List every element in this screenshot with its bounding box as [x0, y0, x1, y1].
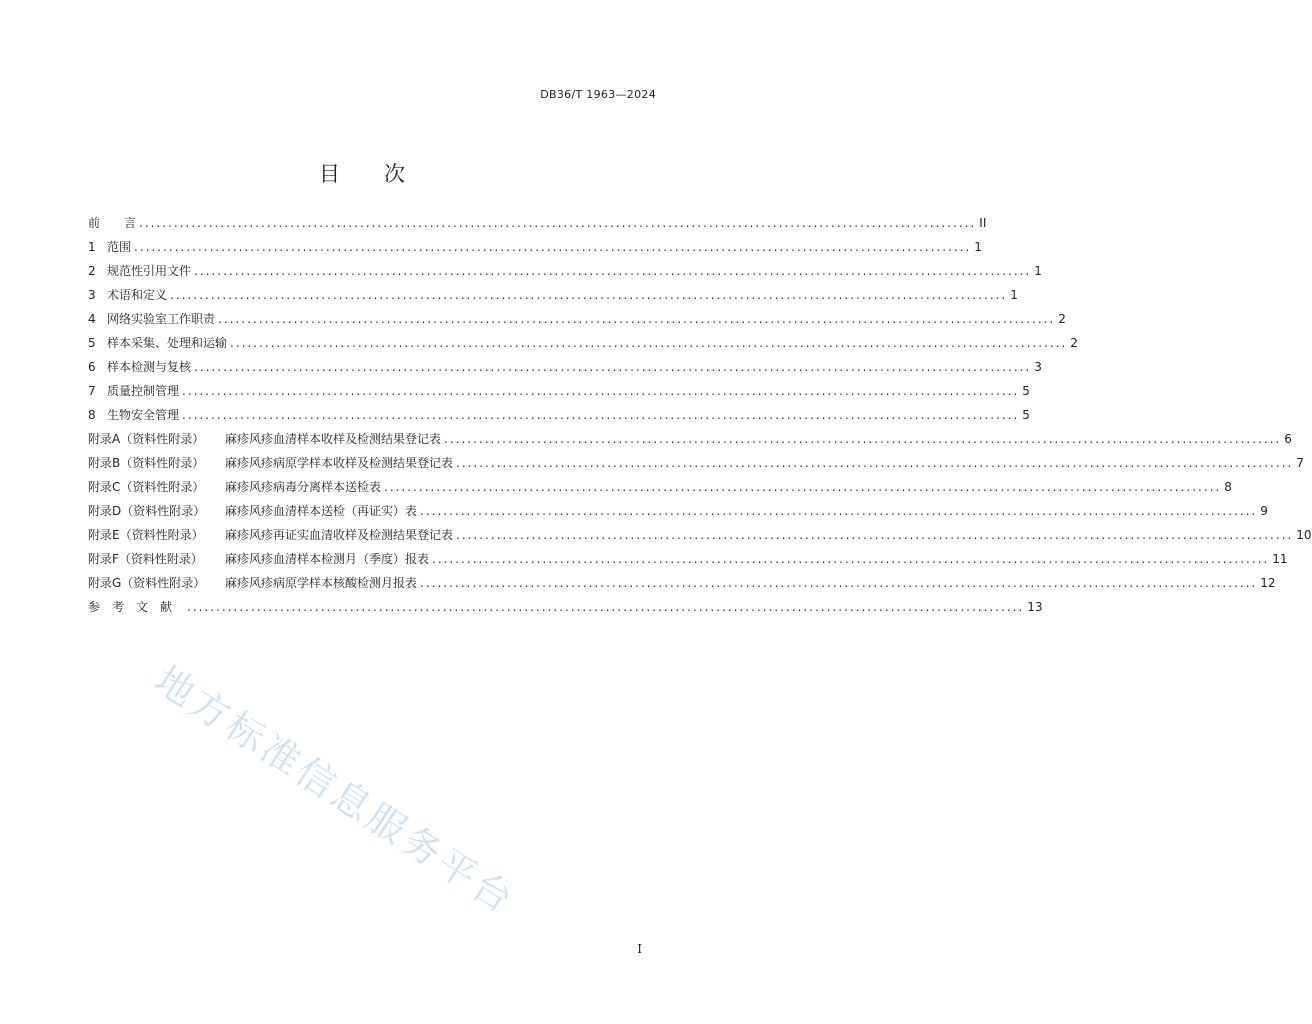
toc-entry-label: 麻疹风疹病原学样本收样及检测结果登记表 — [225, 456, 454, 470]
toc-entry-1[interactable] — [88, 238, 982, 262]
dot-leader: ................................................................................................................................................ — [134, 240, 972, 254]
toc-entry-2[interactable] — [88, 262, 1042, 286]
toc-entry-appendix-g[interactable] — [88, 574, 1276, 598]
dot-leader: ................................................................................................................................................ — [187, 600, 1025, 614]
dot-leader: ................................................................................................................................................ — [182, 408, 1020, 422]
dot-leader: ................................................................................................................................................ — [139, 216, 977, 230]
appendix-designation: 附录B（资料性附录） — [88, 456, 205, 470]
toc-entry-6[interactable] — [88, 358, 1042, 382]
toc-entry-page: 5 — [1022, 384, 1030, 398]
toc-entry-page: 2 — [1070, 336, 1078, 350]
toc-entry-5[interactable] — [88, 334, 1078, 358]
toc-entry-page: 10 — [1296, 528, 1312, 542]
toc-entry-7[interactable] — [88, 382, 1030, 406]
toc-entry-number: 3 — [88, 288, 96, 302]
toc-entry-page: 11 — [1272, 552, 1288, 566]
dot-leader: ................................................................................................................................................ — [218, 312, 1056, 326]
toc-entry-8[interactable] — [88, 406, 1030, 430]
toc-entry-label: 麻疹风疹再证实血清收样及检测结果登记表 — [225, 528, 454, 542]
toc-entry-appendix-d[interactable] — [88, 502, 1268, 526]
dot-leader: ................................................................................................................................................ — [420, 576, 1258, 590]
dot-leader: ................................................................................................................................................ — [384, 480, 1222, 494]
dot-leader: ................................................................................................................................................ — [170, 288, 1008, 302]
toc-entry-page: 3 — [1034, 360, 1042, 374]
page-title — [0, 158, 724, 188]
appendix-designation: 附录A（资料性附录） — [88, 432, 205, 446]
title-char-2: 次 — [384, 162, 405, 186]
toc-entry-number: 6 — [88, 360, 96, 374]
toc-entry-label: 质量控制管理 — [107, 384, 180, 398]
toc-entry-label: 样本检测与复核 — [107, 360, 192, 374]
toc-entry-page: 9 — [1260, 504, 1268, 518]
toc-entry-label: 麻疹风疹血清样本送检（再证实）表 — [225, 504, 418, 518]
appendix-designation: 附录F（资料性附录） — [88, 552, 203, 566]
toc-entry-label: 麻疹风疹病毒分离样本送检表 — [225, 480, 382, 494]
toc-entry-label: 参考文献 — [88, 600, 185, 614]
title-char-1: 目 — [319, 162, 340, 186]
toc-entry-page: 6 — [1284, 432, 1292, 446]
appendix-designation: 附录G（资料性附录） — [88, 576, 206, 590]
toc-entry-label: 生物安全管理 — [107, 408, 180, 422]
appendix-designation: 附录C（资料性附录） — [88, 480, 205, 494]
toc-entry-appendix-c[interactable] — [88, 478, 1232, 502]
toc-entry-page: 8 — [1224, 480, 1232, 494]
toc-entry-page: 1 — [1034, 264, 1042, 278]
appendix-designation: 附录E（资料性附录） — [88, 528, 204, 542]
toc-entry-label: 麻疹风疹血清样本收样及检测结果登记表 — [225, 432, 442, 446]
toc-entry-references[interactable] — [88, 598, 1043, 622]
toc-entry-label: 麻疹风疹血清样本检测月（季度）报表 — [225, 552, 430, 566]
toc-entry-page: 1 — [1010, 288, 1018, 302]
toc-entry-label: 样本采集、处理和运输 — [107, 336, 228, 350]
toc-entry-page: 13 — [1027, 600, 1043, 614]
dot-leader: ................................................................................................................................................ — [420, 504, 1258, 518]
toc-entry-page: 1 — [974, 240, 982, 254]
toc-entry-appendix-b[interactable] — [88, 454, 1304, 478]
toc-entry-page: 12 — [1260, 576, 1276, 590]
toc-entry-page: 5 — [1022, 408, 1030, 422]
dot-leader: ................................................................................................................................................ — [432, 552, 1270, 566]
toc-entry-label: 术语和定义 — [107, 288, 168, 302]
toc-entry-label: 网络实验室工作职责 — [107, 312, 216, 326]
appendix-designation: 附录D（资料性附录） — [88, 504, 206, 518]
toc-entry-foreword[interactable] — [88, 214, 987, 238]
dot-leader: ................................................................................................................................................ — [194, 264, 1032, 278]
toc-entry-appendix-e[interactable] — [88, 526, 1312, 550]
table-of-contents — [88, 214, 1312, 622]
toc-entry-number: 4 — [88, 312, 96, 326]
toc-entry-label: 规范性引用文件 — [107, 264, 192, 278]
toc-entry-3[interactable] — [88, 286, 1018, 310]
toc-entry-label: 麻疹风疹病原学样本核酸检测月报表 — [225, 576, 418, 590]
toc-entry-label: 前 言 — [88, 216, 137, 230]
toc-entry-page: II — [979, 216, 987, 230]
document-code: DB36/T 1963—2024 — [540, 88, 656, 101]
dot-leader: ................................................................................................................................................ — [194, 360, 1032, 374]
toc-entry-4[interactable] — [88, 310, 1066, 334]
toc-entry-number: 1 — [88, 240, 96, 254]
dot-leader: ................................................................................................................................................ — [444, 432, 1282, 446]
toc-entry-page: 7 — [1296, 456, 1304, 470]
toc-entry-number: 7 — [88, 384, 96, 398]
toc-entry-page: 2 — [1058, 312, 1066, 326]
dot-leader: ................................................................................................................................................ — [456, 528, 1294, 542]
toc-entry-appendix-a[interactable] — [88, 430, 1292, 454]
toc-entry-label: 范围 — [107, 240, 132, 254]
dot-leader: ................................................................................................................................................ — [456, 456, 1294, 470]
dot-leader: ................................................................................................................................................ — [230, 336, 1068, 350]
toc-entry-number: 8 — [88, 408, 96, 422]
watermark: 地方标准信息服务平台 — [147, 657, 524, 924]
toc-entry-number: 2 — [88, 264, 96, 278]
toc-entry-appendix-f[interactable] — [88, 550, 1288, 574]
page-number: I — [637, 942, 642, 956]
toc-entry-number: 5 — [88, 336, 96, 350]
dot-leader: ................................................................................................................................................ — [182, 384, 1020, 398]
